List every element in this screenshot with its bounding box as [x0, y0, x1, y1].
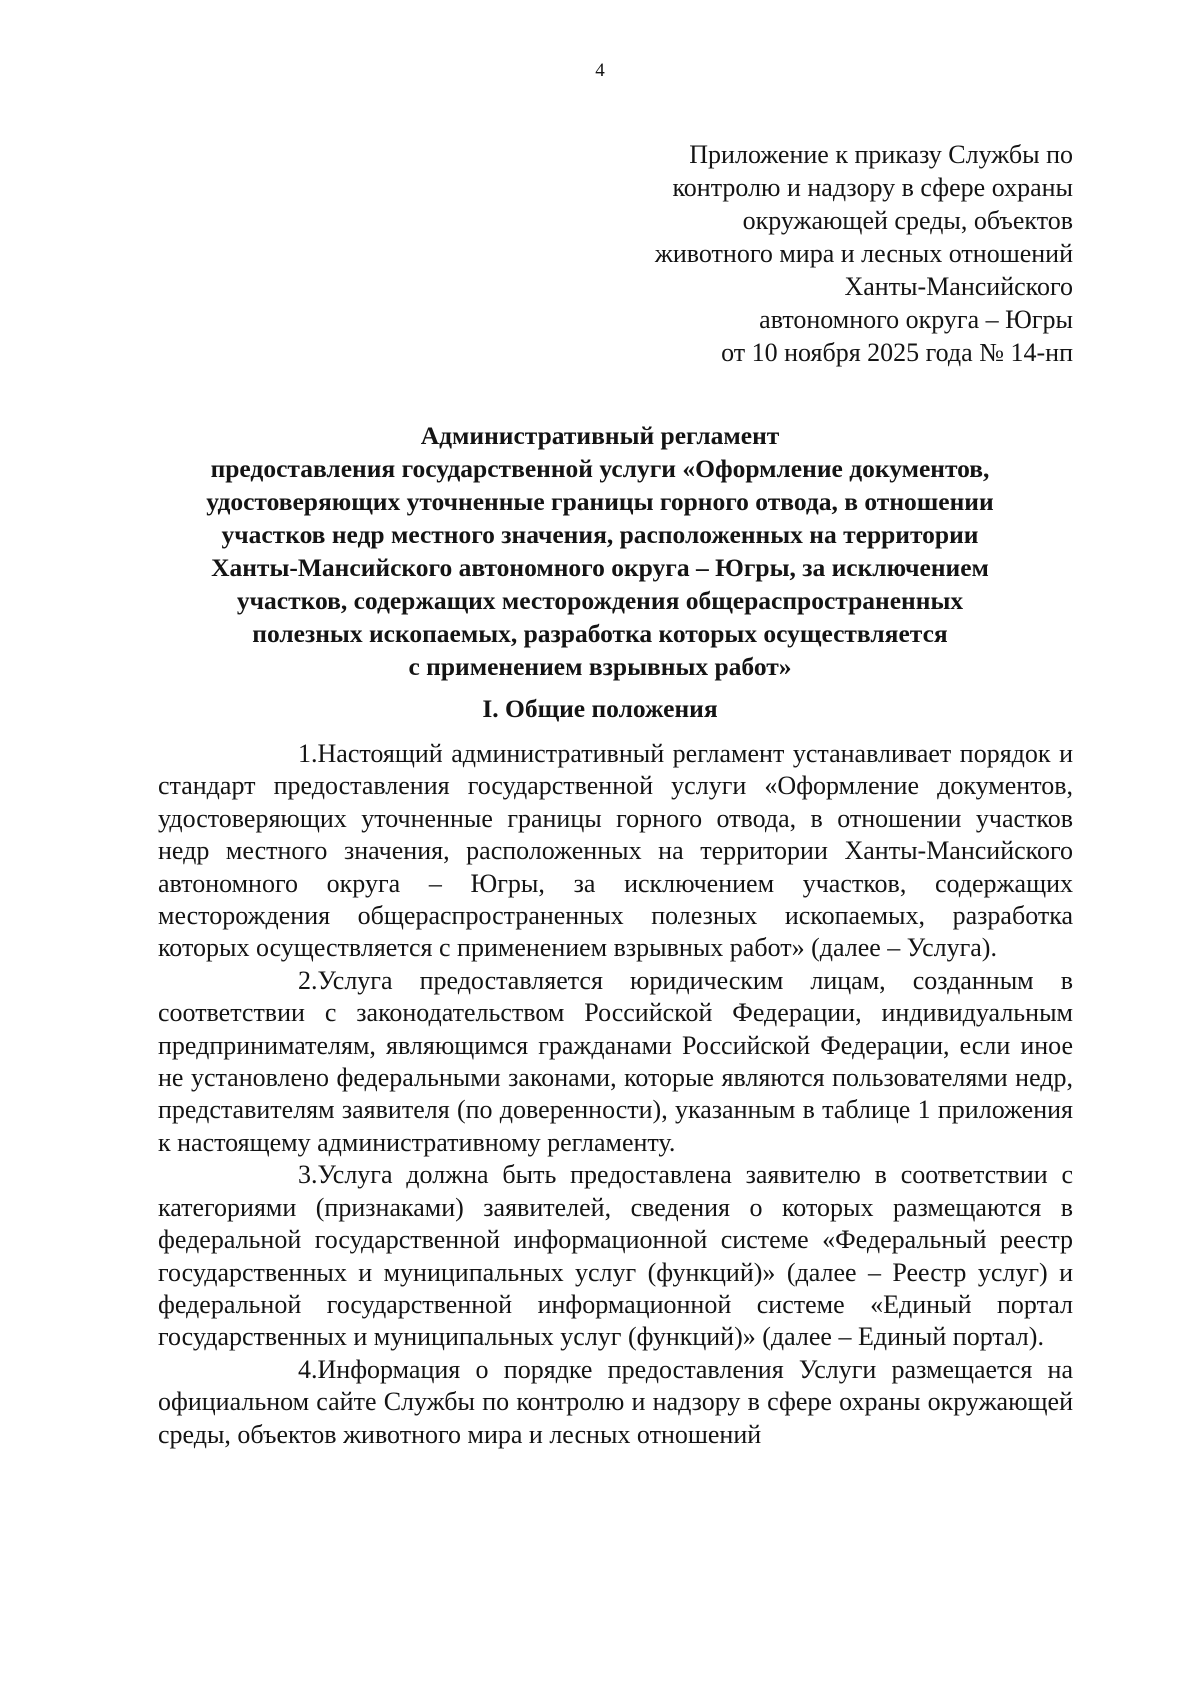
appendix-line: Ханты-Мансийского	[844, 272, 1073, 301]
body-text	[158, 738, 1073, 1451]
paragraph-text: Информация о порядке предоставления Услуги размещается на официальном сайте Службы по контролю и надзору в сфере охраны окружающей среды, объектов животного мира и лесных отношений	[158, 1354, 1073, 1449]
title-line: полезных ископаемых, разработка которых осуществляется	[252, 619, 948, 648]
appendix-line: автономного округа – Югры	[759, 305, 1073, 334]
title-line: удостоверяющих уточненные границы горного отвода, в отношении	[206, 487, 994, 516]
paragraph-2	[158, 965, 1073, 1159]
title-line: Административный регламент	[420, 421, 780, 450]
paragraph-4	[158, 1354, 1073, 1451]
paragraph-number: 2.	[298, 965, 318, 995]
appendix-line: окружающей среды, объектов	[742, 206, 1073, 235]
paragraph-text: Услуга предоставляется юридическим лицам, созданным в соответствии с законодательством Российской Федерации, индивидуальным предпринимателям, являющимся гражданами Российской Федерации, если иное не установлено федеральными законами, которые являются пользователями недр, представителям заявителя (по доверенности), указанным в таблице 1 приложения к настоящему административному регламенту.	[158, 965, 1073, 1157]
title-line: участков недр местного значения, расположенных на территории	[221, 520, 979, 549]
page-number: 4	[595, 60, 605, 81]
appendix-line: контролю и надзору в сфере охраны	[672, 173, 1073, 202]
appendix-line: Приложение к приказу Службы по	[689, 140, 1073, 169]
paragraph-number: 1.	[298, 739, 318, 768]
title-line: предоставления государственной услуги «Оформление документов,	[210, 454, 990, 483]
document-title	[0, 419, 1200, 683]
paragraph-number: 3.	[298, 1160, 318, 1190]
appendix-line: от 10 ноября 2025 года № 14-нп	[721, 338, 1073, 367]
appendix-note	[655, 138, 1073, 369]
section-heading: I. Общие положения	[482, 694, 718, 723]
paragraph-text: Услуга должна быть предоставлена заявителю в соответствии с категориями (признаками) заявителей, сведения о которых размещаются в федеральной государственной информационной системе «Федеральный реестр государственных и муниципальных услуг (функций)» (далее – Реестр услуг) и федеральной государственной информационной системе «Единый портал государственных и муниципальных услуг (функций)» (далее – Единый портал).	[158, 1160, 1073, 1352]
appendix-line: животного мира и лесных отношений	[654, 239, 1073, 268]
paragraph-3	[158, 1159, 1073, 1353]
paragraph-number: 4.	[298, 1354, 318, 1384]
paragraph-text: Настоящий административный регламент устанавливает порядок и стандарт предоставления государственной услуги «Оформление документов, удостоверяющих уточненные границы горного отвода, в отношении участков недр местного значения, расположенных на территории Ханты-Мансийского автономного округа – Югры, за исключением участков, содержащих месторождения общераспространенных полезных ископаемых, разработка которых осуществляется с применением взрывных работ» (далее – Услуга).	[158, 739, 1073, 963]
title-line: участков, содержащих месторождения общераспространенных	[236, 586, 964, 615]
paragraph-1	[158, 738, 1073, 965]
title-line: Ханты-Мансийского автономного округа – Югры, за исключением	[211, 553, 989, 582]
title-line: с применением взрывных работ»	[408, 652, 792, 681]
